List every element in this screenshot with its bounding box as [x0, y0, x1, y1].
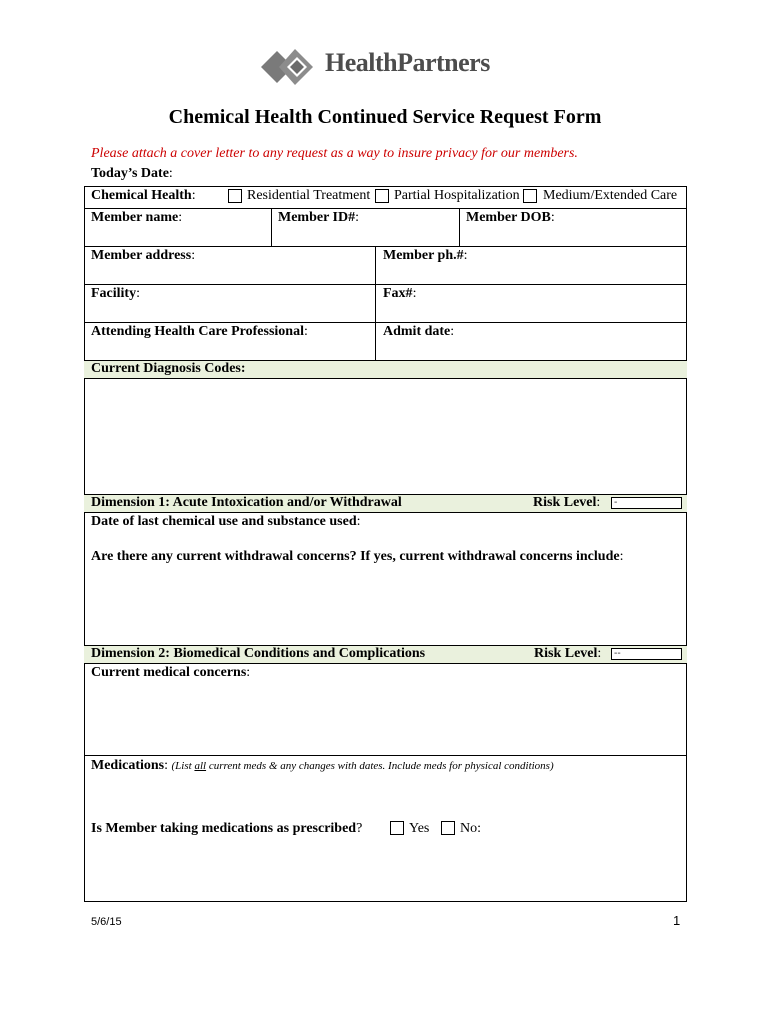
member-name-field[interactable]: Member name:: [91, 210, 183, 225]
dimension1-risk-level-select[interactable]: -: [611, 497, 682, 509]
todays-date-field[interactable]: Today’s Date:: [91, 166, 173, 181]
dimension2-title: Dimension 2: Biomedical Conditions and Complications: [91, 646, 426, 661]
cell-divider: [459, 208, 460, 246]
partial-hospitalization-label: Partial Hospitalization: [394, 188, 520, 203]
table-bottom-border: [84, 901, 687, 902]
medical-concerns-input-area[interactable]: [85, 684, 686, 754]
medications-label: Medications: (List all current meds & any changes with dates. Include meds for physical conditions): [91, 758, 554, 773]
current-medical-concerns-question: Current medical concerns:: [91, 665, 251, 680]
residential-treatment-label: Residential Treatment: [247, 188, 371, 203]
todays-date-label: Today’s Date: [91, 166, 169, 181]
form-title: Chemical Health Continued Service Request Form: [168, 106, 602, 128]
dimension1-risk-label: Risk Level:: [533, 495, 601, 510]
withdrawal-concerns-input-area[interactable]: [85, 568, 686, 644]
prescribed-no-checkbox[interactable]: [441, 821, 455, 835]
diagnosis-codes-label: Current Diagnosis Codes:: [91, 361, 246, 376]
dimension2-risk-level-select[interactable]: --: [611, 648, 682, 660]
admit-date-field[interactable]: Admit date:: [383, 324, 455, 339]
attending-professional-field[interactable]: Attending Health Care Professional:: [91, 324, 308, 339]
chemical-health-label: Chemical Health:: [91, 188, 196, 203]
withdrawal-concerns-question: Are there any current withdrawal concerns? If yes, current withdrawal concerns include:: [91, 549, 624, 564]
fax-field[interactable]: Fax#:: [383, 286, 417, 301]
diagnosis-codes-input-area[interactable]: [85, 379, 686, 493]
footer-date: 5/6/15: [91, 916, 122, 928]
medium-extended-care-label: Medium/Extended Care: [543, 188, 678, 203]
member-id-field[interactable]: Member ID#:: [278, 210, 359, 225]
cell-divider: [375, 246, 376, 360]
dimension2-risk-label: Risk Level:: [534, 646, 602, 661]
table-right-border: [686, 186, 687, 902]
logo-diamond-icon: [257, 42, 321, 92]
medications-input-area[interactable]: [85, 780, 686, 816]
member-address-field[interactable]: Member address:: [91, 248, 196, 263]
prescribed-no-label: No:: [460, 821, 481, 836]
row-divider: [84, 208, 687, 209]
medium-extended-care-checkbox[interactable]: [523, 189, 537, 203]
table-top-border: [84, 186, 687, 187]
medications-note: (List all current meds & any changes with dates. Include meds for physical conditions): [171, 760, 554, 772]
row-divider: [84, 663, 687, 664]
row-divider: [84, 322, 687, 323]
last-chemical-use-question: Date of last chemical use and substance used:: [91, 514, 361, 529]
prescribed-yes-label: Yes: [409, 821, 430, 836]
privacy-notice: Please attach a cover letter to any request as a way to insure privacy for our members.: [91, 146, 578, 161]
row-divider: [84, 755, 687, 756]
residential-treatment-checkbox[interactable]: [228, 189, 242, 203]
row-divider: [84, 284, 687, 285]
member-dob-field[interactable]: Member DOB:: [466, 210, 555, 225]
healthpartners-logo: [257, 42, 490, 92]
row-divider: [84, 246, 687, 247]
prescribed-question: Is Member taking medications as prescribed?: [91, 821, 363, 836]
dimension1-title: Dimension 1: Acute Intoxication and/or Withdrawal: [91, 495, 402, 510]
member-phone-field[interactable]: Member ph.#:: [383, 248, 468, 263]
row-divider: [84, 512, 687, 513]
prescribed-yes-checkbox[interactable]: [390, 821, 404, 835]
partial-hospitalization-checkbox[interactable]: [375, 189, 389, 203]
logo-wordmark: HealthPartners: [325, 48, 490, 77]
facility-field[interactable]: Facility:: [91, 286, 140, 301]
page-number: 1: [673, 913, 681, 928]
cell-divider: [271, 208, 272, 246]
